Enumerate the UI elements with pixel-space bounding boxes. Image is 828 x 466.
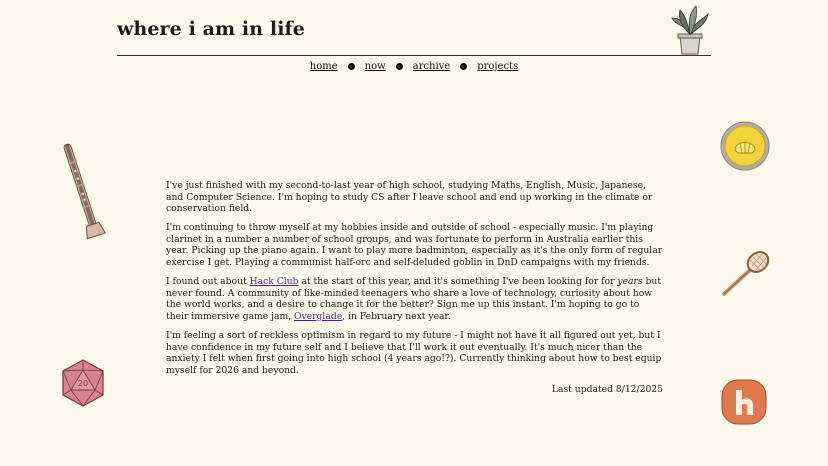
nav-separator-dot <box>348 63 355 70</box>
potted-plant-icon <box>668 4 712 56</box>
text-segment: at the start of this year, and it's something I've been looking for for <box>298 276 618 288</box>
emphasis-years: years <box>617 276 643 288</box>
page-title: where i am in life <box>117 18 305 40</box>
nav-link-projects[interactable]: projects <box>477 61 519 72</box>
main-content <box>166 180 663 396</box>
d20-dice-icon <box>60 358 106 408</box>
text-segment: I found out about <box>166 276 250 288</box>
paragraph-future: I'm feeling a sort of reckless optimism in regard to my future - I might not have it all figured out yet, but I have confidence in my future self and I believe that I'll work it out eventually. It's much nicer than the anxiety I felt when first going into high school (4 years ago!?). Currently thinking about how to best equip myself for 2026 and beyond. <box>166 330 662 376</box>
paragraph-school: I've just finished with my second-to-last year of high school, studying Maths, English, Music, Japanese, and Computer Science. I'm hoping to study CS after I leave school and end up working in the climate or conservation field. <box>166 180 653 215</box>
text-segment: but never found. A community of like-minded teenagers who share a love of technology, curiosity about how the world works, and a desire to change it for the better? Sign me up this instant. I'm hoping to go to their immersive game jam, <box>166 276 662 322</box>
paragraph-hobbies: I'm continuing to throw myself at my hobbies inside and outside of school - especially music. I'm playing clarinet in a number a number of school groups, and was fortunate to perform in Australia earlier this year. Picking up the piano again. I want to play more badminton, especially as it's the only form of regular exercise I get. Playing a communist half-orc and self-deluded goblin in DnD campaigns with my friends. <box>166 222 663 269</box>
clarinet-icon <box>58 138 106 242</box>
svg-text:20: 20 <box>77 379 89 388</box>
nav-link-home[interactable]: home <box>309 61 338 72</box>
badminton-racket-icon <box>718 248 774 300</box>
seashell-coin-icon <box>719 120 771 172</box>
main-nav <box>0 61 828 72</box>
nav-separator-dot <box>460 63 467 70</box>
nav-link-now[interactable]: now <box>364 61 386 72</box>
hack-club-link[interactable]: Hack Club <box>249 276 299 288</box>
overglade-link[interactable]: Overglade <box>294 310 343 322</box>
nav-link-archive[interactable]: archive <box>412 61 451 72</box>
nav-separator-dot <box>396 63 403 70</box>
last-updated: Last updated 8/12/2025 <box>551 383 663 395</box>
hack-club-logo-icon <box>720 378 768 426</box>
text-segment: , in February next year. <box>342 310 451 322</box>
paragraph-hack-club <box>166 276 663 322</box>
title-divider <box>117 55 711 56</box>
